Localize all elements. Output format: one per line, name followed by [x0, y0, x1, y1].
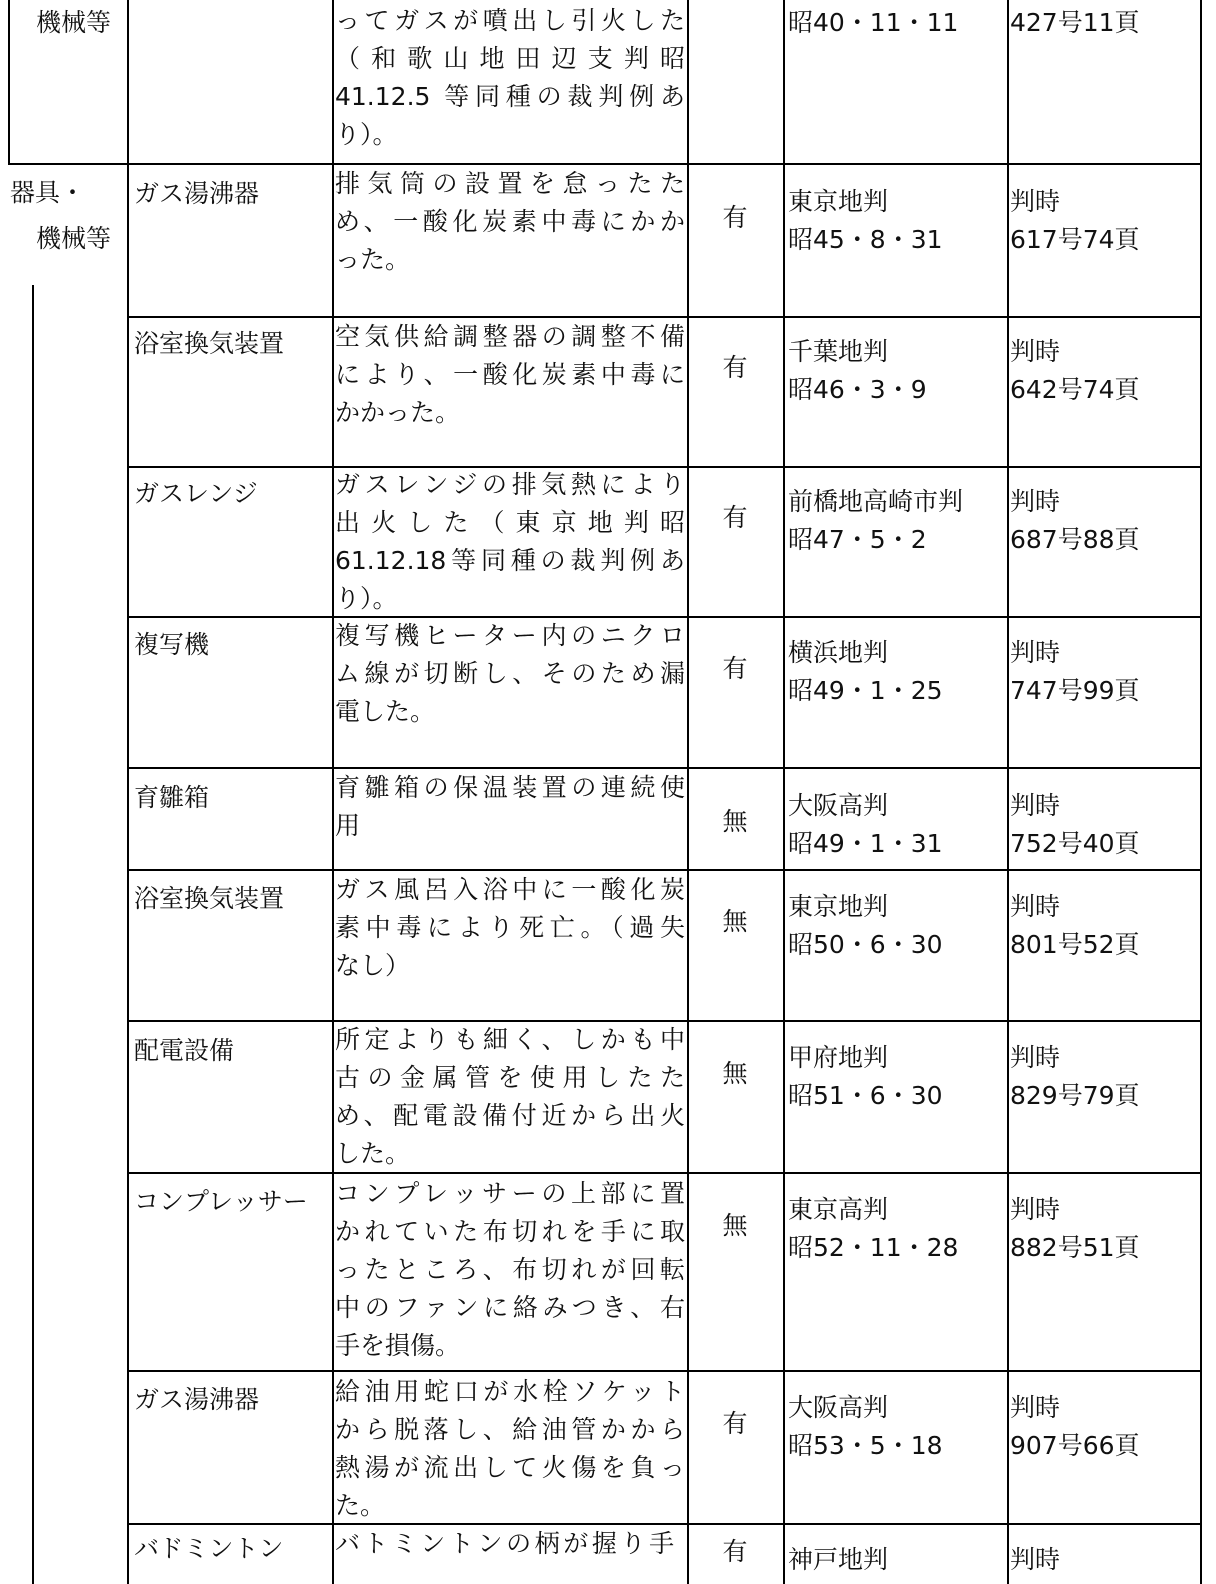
court-name: 前橋地高崎市判: [788, 487, 964, 516]
liability-mark: 無: [722, 807, 748, 836]
item-name: 複写機: [134, 630, 210, 659]
liability-mark: 有: [722, 203, 748, 232]
description-line: 41.12.5 等同種の裁判例あ: [335, 82, 685, 111]
liability-mark: 無: [722, 1211, 748, 1240]
court-name: 東京高判: [788, 1195, 889, 1224]
report-name: 判時: [1010, 638, 1061, 667]
report-citation: 642号74頁: [1010, 375, 1140, 404]
category-label: 機械等: [36, 224, 112, 253]
judgment-date: 昭49・1・31: [788, 829, 943, 858]
description-line: 素中毒により死亡。（過失: [335, 913, 685, 942]
description-line: により、一酸化炭素中毒に: [335, 360, 685, 389]
description-line: 給油用蛇口が水栓ソケット: [335, 1377, 685, 1406]
description-line: かれていた布切れを手に取: [335, 1217, 685, 1246]
report-name: 判時: [1010, 1195, 1061, 1224]
item-name: 育雛箱: [134, 783, 210, 812]
report-citation: 752号40頁: [1010, 829, 1140, 858]
case-description: [335, 2, 685, 154]
description-line: った。: [335, 245, 411, 274]
liability-mark: 有: [722, 654, 748, 683]
category-outer-border: [32, 285, 34, 1584]
court-name: 甲府地判: [788, 1043, 889, 1072]
liability-mark: 無: [722, 907, 748, 936]
court-name: 千葉地判: [788, 337, 889, 366]
column-divider-item: [332, 0, 334, 1584]
column-divider-category: [127, 0, 129, 1584]
description-line: コンプレッサーの上部に置: [335, 1179, 685, 1208]
report-citation: 907号66頁: [1010, 1431, 1140, 1460]
description-line: め、一酸化炭素中毒にかか: [335, 207, 685, 236]
judgment-date: 昭45・8・31: [788, 225, 943, 254]
judgment-date: 昭50・6・30: [788, 930, 943, 959]
judgment-date: 昭49・1・25: [788, 676, 943, 705]
description-line: 電した。: [335, 697, 436, 726]
description-line: から脱落し、給油管かから: [335, 1415, 685, 1444]
description-line: 手を損傷。: [335, 1331, 461, 1360]
description-line: 出火した（東京地判昭: [335, 508, 685, 537]
court-name: 大阪高判: [788, 791, 889, 820]
description-line: 排気筒の設置を怠ったた: [335, 169, 685, 198]
category-label: 器具・: [10, 178, 86, 207]
description-line: 61.12.18等同種の裁判例あ: [335, 546, 685, 575]
case-description: [335, 1175, 685, 1365]
description-line: 古の金属管を使用したた: [335, 1063, 685, 1092]
item-name: コンプレッサー: [134, 1187, 308, 1216]
item-name: ガス湯沸器: [134, 179, 260, 208]
description-line: 複写機ヒーター内のニクロ: [335, 621, 685, 650]
report-name: 判時: [1010, 892, 1061, 921]
item-name: ガス湯沸器: [134, 1385, 260, 1414]
description-line: ガス風呂入浴中に一酸化炭: [335, 875, 685, 904]
case-description: [335, 871, 685, 985]
report-name: 判時: [1010, 791, 1061, 820]
report-name: 判時: [1010, 337, 1061, 366]
report-name: 判時: [1010, 187, 1061, 216]
court-name: 神戸地判: [788, 1545, 889, 1574]
court-name: 東京地判: [788, 187, 889, 216]
case-description: [335, 1373, 685, 1525]
report-name: 判時: [1010, 1545, 1061, 1574]
case-description: [335, 466, 685, 618]
judgment-date: 昭46・3・9: [788, 375, 927, 404]
description-line: り）。: [335, 584, 398, 613]
report-citation: 687号88頁: [1010, 525, 1140, 554]
report-citation: 427号11頁: [1010, 8, 1140, 37]
liability-mark: 有: [722, 353, 748, 382]
case-description: [335, 1525, 685, 1563]
report-name: 判時: [1010, 487, 1061, 516]
description-line: した。: [335, 1139, 411, 1168]
case-description: [335, 617, 685, 731]
category-label-continued: 機械等: [36, 8, 112, 37]
judgment-date: 昭52・11・28: [788, 1233, 959, 1262]
description-line: ったところ、布切れが回転: [335, 1255, 685, 1284]
liability-mark: 有: [722, 1409, 748, 1438]
item-name: 浴室換気装置: [134, 884, 285, 913]
report-citation: 617号74頁: [1010, 225, 1140, 254]
description-line: 空気供給調整器の調整不備: [335, 322, 685, 351]
case-description: [335, 318, 685, 432]
court-name: 大阪高判: [788, 1393, 889, 1422]
item-name: 配電設備: [134, 1036, 235, 1065]
table-border-right: [1200, 0, 1202, 1584]
judgment-date: 昭47・5・2: [788, 525, 927, 554]
description-line: め、配電設備付近から出火: [335, 1101, 685, 1130]
column-divider-description: [687, 0, 689, 1584]
item-name: バドミントン: [134, 1534, 284, 1563]
column-divider-liability: [783, 0, 785, 1584]
description-line: た。: [335, 1491, 386, 1520]
description-line: （和歌山地田辺支判昭: [335, 44, 685, 73]
description-line: かかった。: [335, 398, 461, 427]
case-description: [335, 165, 685, 279]
judgment-date: 昭40・11・11: [788, 8, 959, 37]
description-line: 熱湯が流出して火傷を負っ: [335, 1453, 685, 1482]
liability-mark: 有: [722, 503, 748, 532]
report-name: 判時: [1010, 1043, 1061, 1072]
item-name: ガスレンジ: [134, 479, 258, 508]
report-name: 判時: [1010, 1393, 1061, 1422]
case-description: [335, 769, 685, 845]
report-citation: 747号99頁: [1010, 676, 1140, 705]
report-citation: 882号51頁: [1010, 1233, 1140, 1262]
court-name: 横浜地判: [788, 638, 889, 667]
description-line: ム線が切断し、そのため漏: [335, 659, 685, 688]
description-line: り）。: [335, 120, 398, 149]
court-name: 東京地判: [788, 892, 889, 921]
description-line: ってガスが噴出し引火した: [335, 6, 685, 35]
report-citation: 801号52頁: [1010, 930, 1140, 959]
liability-mark: 有: [722, 1537, 748, 1566]
case-description: [335, 1021, 685, 1173]
description-line: 育雛箱の保温装置の連続使: [335, 773, 685, 802]
report-citation: 829号79頁: [1010, 1081, 1140, 1110]
judgment-date: 昭53・5・18: [788, 1431, 943, 1460]
row-divider: [127, 1370, 1202, 1372]
description-line: 用: [335, 811, 361, 840]
description-line: ガスレンジの排気熱により: [335, 470, 685, 499]
liability-mark: 無: [722, 1059, 748, 1088]
table-border-left: [8, 0, 10, 165]
description-line: 中のファンに絡みつき、右: [335, 1293, 685, 1322]
description-line: なし）: [335, 951, 411, 980]
item-name: 浴室換気装置: [134, 329, 285, 358]
judgment-date: 昭51・6・30: [788, 1081, 943, 1110]
description-line: 所定よりも細く、しかも中: [335, 1025, 685, 1054]
description-line: バトミントンの柄が握り手: [335, 1529, 678, 1558]
column-divider-court: [1007, 0, 1009, 1584]
